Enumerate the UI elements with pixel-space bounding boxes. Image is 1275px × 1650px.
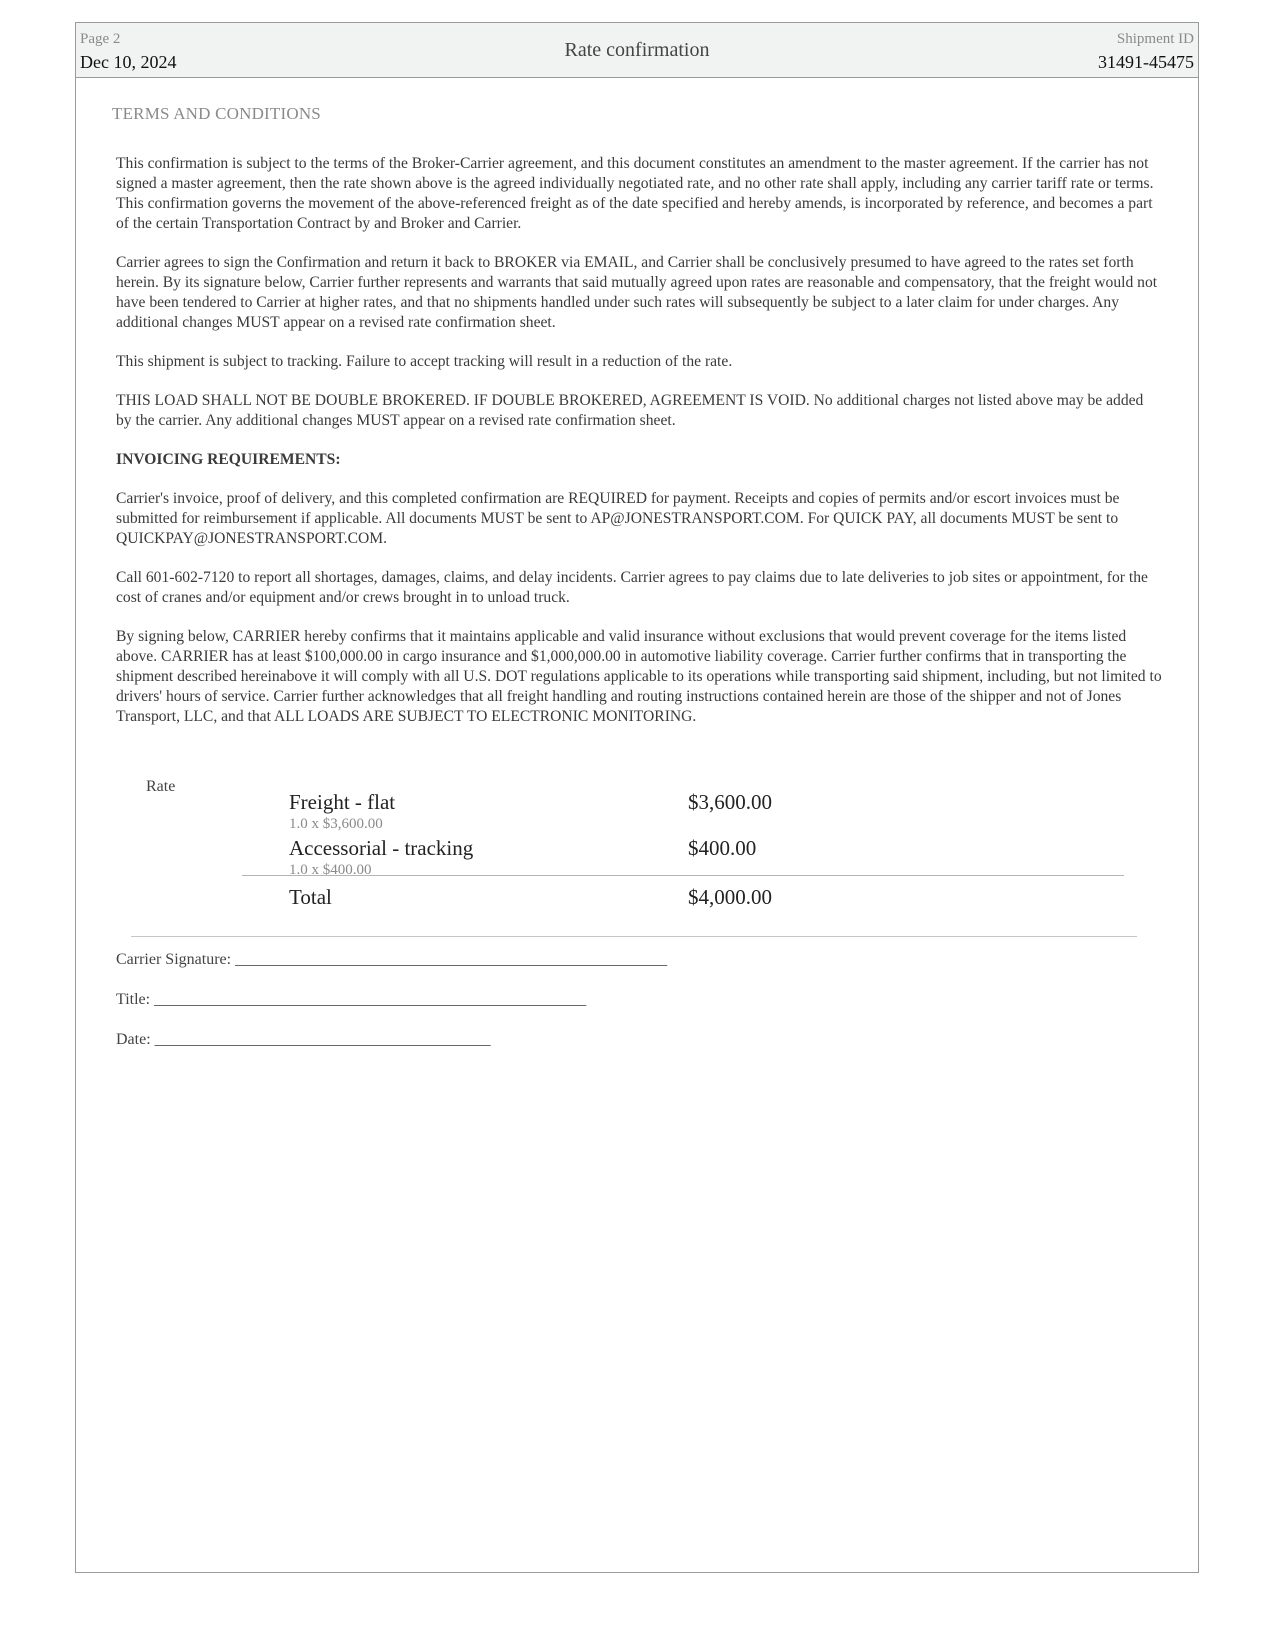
terms-paragraph: THIS LOAD SHALL NOT BE DOUBLE BROKERED. IF DOUBLE BROKERED, AGREEMENT IS VOID. No additional charges not listed above may be added by the carrier. Any additional changes MUST appear on a revised rate confirmation sheet. [116,392,1144,429]
terms-paragraph: Carrier agrees to sign the Confirmation and return it back to BROKER via EMAIL, and Carrier shall be conclusively presumed to have agreed to the rates set forth herein. By its signature below, Carrier further represents and warrants that said mutually agreed upon rates are reasonable and compensatory, that the freight would not have been tendered to Carrier at higher rates, and that no shipments handled under such rates will subsequently be subject to a later claim for under charges. Any additional changes MUST appear on a revised rate confirmation sheet. [116,254,1158,331]
page-header [76,23,1198,78]
document-date: Dec 10, 2024 [80,52,177,72]
document-title: Rate confirmation [564,39,710,61]
terms-paragraph: By signing below, CARRIER hereby confirms that it maintains applicable and valid insurance without exclusions that would prevent coverage for the items listed above. CARRIER has at least $100,000.00 in cargo insurance and $1,000,000.00 in automotive liability coverage. Carrier further confirms that in transporting the shipment described hereinabove it will comply with all U.S. DOT regulations applicable to its operations while transporting said shipment, including, but not limited to drivers' hours of service. Carrier further acknowledges that all freight handling and routing instructions contained herein are those of the shipper and not of Jones Transport, LLC, and that ALL LOADS ARE SUBJECT TO ELECTRONIC MONITORING. [116,628,1162,725]
line-item-detail: 1.0 x $400.00 [289,862,372,878]
total-label: Total [289,885,332,909]
shipment-id: 31491-45475 [1098,52,1194,72]
terms-title: TERMS AND CONDITIONS [112,104,321,123]
total-divider [242,875,1124,876]
line-item-name: Accessorial - tracking [289,836,474,860]
shipment-id-label: Shipment ID [1116,31,1194,47]
signature-divider [131,936,1137,937]
carrier-signature-line: Carrier Signature: ______________________________________________________ [116,951,668,968]
line-item-amount: $400.00 [688,836,757,860]
terms-paragraph: This shipment is subject to tracking. Failure to accept tracking will result in a reduction of the rate. [116,353,733,370]
terms-paragraph: This confirmation is subject to the terms of the Broker-Carrier agreement, and this document constitutes an amendment to the master agreement. If the carrier has not signed a master agreement, then the rate shown above is the agreed individually negotiated rate, and no other rate shall apply, including any carrier tariff rate or terms. This confirmation governs the movement of the above-referenced freight as of the date specified and hereby amends, is incorporated by reference, and becomes a part of the certain Transportation Contract by and Broker and Carrier. [116,155,1154,232]
terms-paragraph: Carrier's invoice, proof of delivery, and this completed confirmation are REQUIRED for payment. Receipts and copies of permits and/or escort invoices must be submitted for reimbursement if applicable. All documents MUST be sent to AP@JONESTRANSPORT.COM. For QUICK PAY, all documents MUST be sent to QUICKPAY@JONESTRANSPORT.COM. [116,490,1120,547]
document-page [75,22,1199,1573]
terms-body [116,154,1162,746]
invoicing-heading: INVOICING REQUIREMENTS: [116,451,341,468]
line-item-amount: $3,600.00 [688,790,772,814]
terms-paragraph: Call 601-602-7120 to report all shortages, damages, claims, and delay incidents. Carrier agrees to pay claims due to late deliveries to job sites or appointment, for the cost of cranes and/or equipment and/or crews brought in to unload truck. [116,569,1148,606]
total-amount: $4,000.00 [688,885,772,909]
rate-label: Rate [146,778,176,795]
page-number: Page 2 [80,31,121,47]
line-item-name: Freight - flat [289,790,396,814]
line-item-detail: 1.0 x $3,600.00 [289,816,383,832]
signer-title-line: Title: ______________________________________________________ [116,991,587,1008]
signature-date-line: Date: __________________________________________ [116,1031,491,1048]
